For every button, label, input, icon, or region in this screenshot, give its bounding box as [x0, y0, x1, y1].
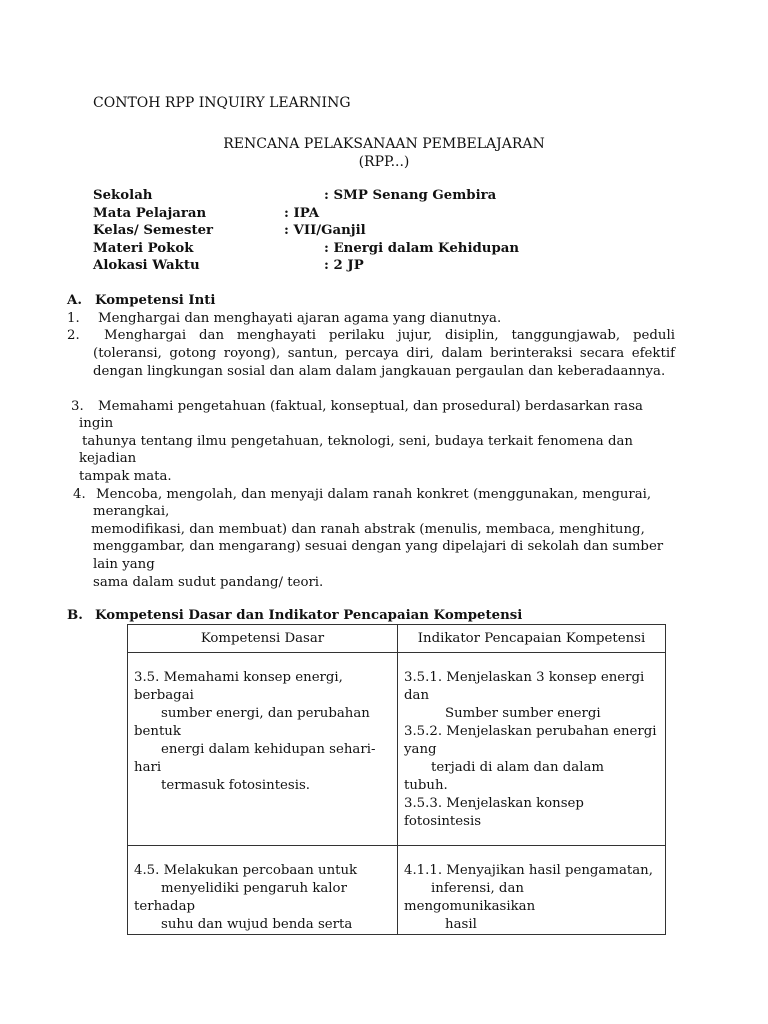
header-kompetensi-dasar: Kompetensi Dasar — [128, 625, 398, 653]
document-title: CONTOH RPP INQUIRY LEARNING — [93, 95, 351, 111]
ipk-cell-4-5 — [398, 846, 666, 935]
identity-value-school: : SMP Senang Gembira — [324, 188, 497, 203]
ipk-4-5-line: hasil — [445, 917, 477, 932]
identity-value-class: : VII/Ganjil — [284, 223, 366, 238]
ipk-3-5-line: 3.5.2. Menjelaskan perubahan energi — [404, 724, 657, 739]
ipk-4-5-line: mengomunikasikan — [404, 899, 536, 914]
kd-3-5-line: bentuk — [134, 724, 181, 739]
ki-2-number: 2. — [67, 328, 80, 343]
identity-label-class: Kelas/ Semester — [93, 223, 214, 238]
ki-4-line4: sama dalam sudut pandang/ teori. — [93, 575, 324, 590]
kd-3-5-line: hari — [134, 760, 162, 775]
kd-4-5-line: suhu dan wujud benda serta — [161, 917, 353, 932]
kd-3-5-line: berbagai — [134, 688, 194, 703]
ki-4-number: 4. — [73, 487, 86, 502]
ipk-3-5-line: yang — [404, 742, 437, 757]
ki-1-number: 1. — [67, 311, 80, 326]
identity-label-time: Alokasi Waktu — [93, 258, 200, 273]
ipk-4-5-line: inferensi, dan — [431, 881, 524, 896]
ki-4-line3: menggambar, dan mengarang) sesuai dengan yang dipelajari di sekolah dan sumber — [93, 539, 664, 554]
ki-4-line2: memodifikasi, dan membuat) dan ranah abstrak (menulis, membaca, menghitung, — [91, 522, 645, 537]
identity-value-material: : Energi dalam Kehidupan — [324, 241, 520, 256]
identity-value-time: : 2 JP — [324, 258, 364, 273]
section-a-title: Kompetensi Inti — [95, 293, 216, 308]
table-header-row — [128, 625, 666, 653]
kd-cell-3-5 — [128, 653, 398, 846]
ipk-3-5-line: 3.5.1. Menjelaskan 3 konsep energi — [404, 670, 645, 685]
ipk-3-5-line: 3.5.3. Menjelaskan konsep — [404, 796, 584, 811]
kd-3-5-line: sumber energi, dan perubahan — [161, 706, 370, 721]
section-b-title: Kompetensi Dasar dan Indikator Pencapaian Kompetensi — [95, 608, 523, 623]
competency-table — [127, 624, 666, 935]
kd-4-5-line: menyelidiki pengaruh kalor — [161, 881, 347, 896]
kd-3-5-line: energi dalam kehidupan sehari- — [161, 742, 376, 757]
section-b-letter: B. — [67, 608, 83, 623]
ipk-3-5-line: terjadi di alam dan dalam — [431, 760, 605, 775]
ki-3-line3: tampak mata. — [79, 469, 172, 484]
ki-4-line3b: lain yang — [93, 557, 155, 572]
identity-label-material: Materi Pokok — [93, 241, 194, 256]
ki-3-line2: tahunya tentang ilmu pengetahuan, teknologi, seni, budaya terkait fenomena dan — [82, 434, 633, 449]
identity-label-subject: Mata Pelajaran — [93, 206, 207, 221]
identity-label-school: Sekolah — [93, 188, 153, 203]
ki-3-line2b: kejadian — [79, 451, 137, 466]
section-a-letter: A. — [67, 293, 82, 308]
ipk-3-5-line: dan — [404, 688, 430, 703]
ipk-3-5-line: Sumber sumber energi — [445, 706, 601, 721]
ki-4-line1: Mencoba, mengolah, dan menyaji dalam ranah konkret (menggunakan, mengurai, — [96, 487, 652, 502]
rpp-heading: RENCANA PELAKSANAAN PEMBELAJARAN — [223, 136, 545, 152]
table-row — [128, 653, 666, 846]
kd-4-5-line: 4.5. Melakukan percobaan untuk — [134, 863, 358, 878]
kd-cell-4-5 — [128, 846, 398, 935]
ipk-3-5-line: fotosintesis — [404, 814, 482, 829]
kd-4-5-line: terhadap — [134, 899, 196, 914]
rpp-subheading: (RPP...) — [358, 154, 410, 170]
ipk-3-5-line: tubuh. — [404, 778, 448, 793]
table-row — [128, 846, 666, 935]
ki-3-number: 3. — [71, 399, 84, 414]
kd-3-5-line: termasuk fotosintesis. — [161, 778, 311, 793]
ki-1-text: Menghargai dan menghayati ajaran agama yang dianutnya. — [98, 311, 502, 326]
ki-4-line1b: merangkai, — [93, 504, 170, 519]
ki-3-line1: Memahami pengetahuan (faktual, konseptual, dan prosedural) berdasarkan rasa — [98, 399, 643, 414]
ki-2-text: Menghargai dan menghayati perilaku jujur, disiplin, tanggungjawab, peduli (toleransi, gotong royong), santun, percaya diri, dalam berinteraksi secara efektif dengan lingkungan sosial dan alam dalam jangkauan pergaulan dan keberadaannya. — [93, 328, 675, 379]
header-indikator: Indikator Pencapaian Kompetensi — [398, 625, 666, 653]
ipk-cell-3-5 — [398, 653, 666, 846]
ipk-4-5-line: 4.1.1. Menyajikan hasil pengamatan, — [404, 863, 653, 878]
kd-3-5-line: 3.5. Memahami konsep energi, — [134, 670, 343, 685]
identity-value-subject: : IPA — [284, 206, 320, 221]
ki-3-line1b: ingin — [79, 416, 114, 431]
